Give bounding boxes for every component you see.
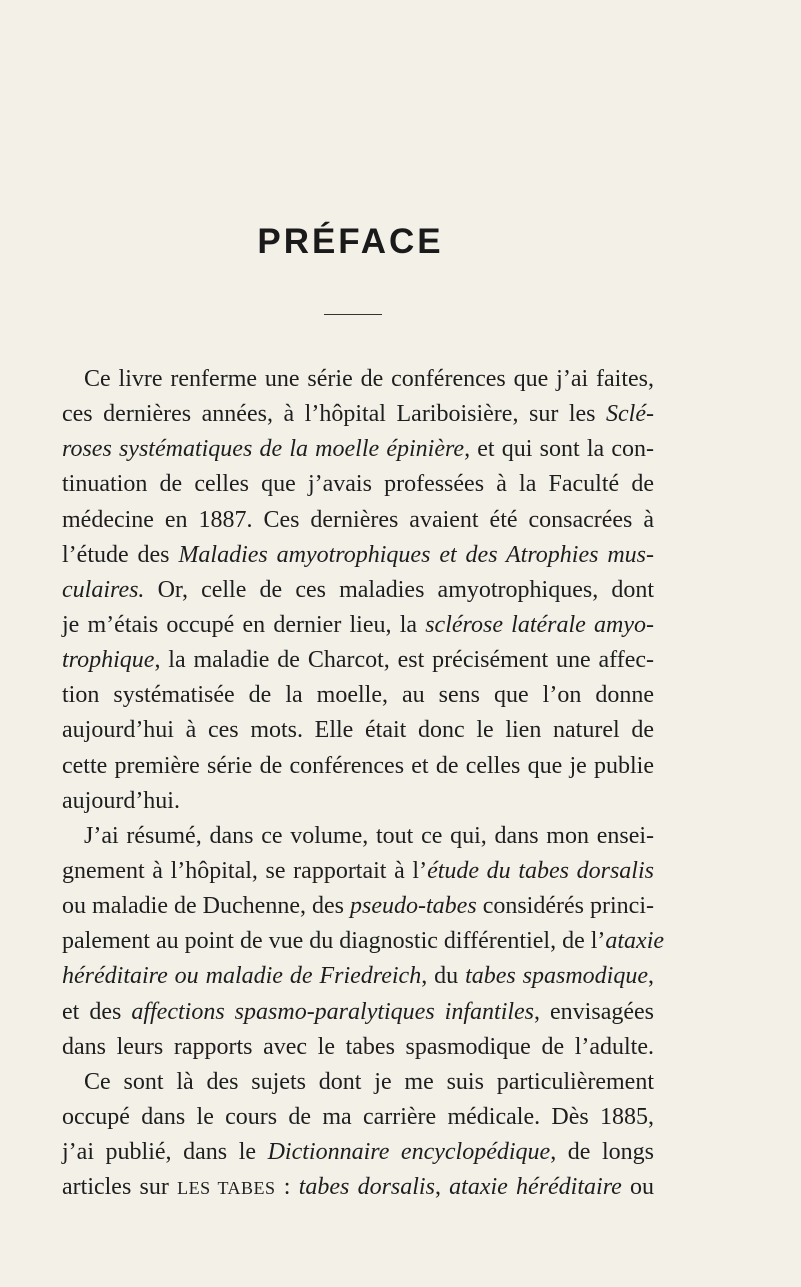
text-line <box>62 573 654 608</box>
text-segment: Or, celle de ces maladies amyotrophiques, dont <box>144 576 654 603</box>
text-line <box>62 1030 654 1065</box>
page-title: PRÉFACE <box>257 222 444 261</box>
text-segment: et des <box>62 998 132 1025</box>
text-segment: : <box>275 1174 299 1201</box>
text-segment: , de longs <box>550 1139 654 1166</box>
italic-text: ataxie héréditaire <box>449 1174 622 1201</box>
italic-text: trophique <box>62 647 155 674</box>
text-line <box>62 924 665 959</box>
italic-text: héréditaire ou maladie de Friedreich <box>62 963 422 990</box>
text-segment: , <box>648 963 655 990</box>
text-segment: aujourd’hui. <box>62 787 180 814</box>
text-line <box>62 397 654 432</box>
text-line <box>62 819 654 854</box>
text-segment: tion systématisée de la moelle, au sens que l’on donne <box>62 682 654 709</box>
title-rule <box>324 314 382 315</box>
text-line <box>62 959 654 994</box>
text-line <box>62 503 654 538</box>
italic-text: roses systématiques de la moelle épinière, <box>62 436 471 463</box>
text-line <box>62 678 654 713</box>
text-segment: j’ai publié, dans le <box>62 1139 268 1166</box>
text-segment: articles sur <box>62 1174 178 1201</box>
italic-text: Dictionnaire encyclopédique <box>267 1139 551 1166</box>
italic-text: étude du tabes dorsalis <box>427 857 654 884</box>
text-segment: l’étude des <box>62 541 179 568</box>
text-segment: , envisagées <box>534 998 654 1025</box>
text-segment: , la maladie de Charcot, est précisément une affec- <box>154 647 654 674</box>
text-segment: ou <box>621 1174 655 1201</box>
text-line <box>62 1065 654 1100</box>
text-line <box>62 538 654 573</box>
text-line <box>62 432 654 467</box>
italic-text: sclérose latérale amyo- <box>425 611 654 638</box>
small-caps-text: LES TABES <box>177 1178 276 1199</box>
text-line <box>62 889 654 924</box>
text-segment: médecine en 1887. Ces dernières avaient été consacrées à <box>62 506 654 533</box>
text-segment: ou maladie de Duchenne, des <box>62 893 351 920</box>
text-line <box>62 713 654 748</box>
text-segment: tinuation de celles que j’avais professées à la Faculté de <box>62 471 654 498</box>
text-segment: cette première série de conférences et de celles que je publie <box>62 752 654 779</box>
text-segment: Ce sont là des sujets dont je me suis particulièrement <box>84 1068 654 1095</box>
text-segment: J’ai résumé, dans ce volume, tout ce qui, dans mon ensei- <box>84 822 654 849</box>
italic-text: Maladies amyotrophiques et des Atrophies mus- <box>178 541 655 568</box>
text-segment: , du <box>421 963 466 990</box>
italic-text: Sclé- <box>606 401 654 428</box>
text-line <box>62 362 654 397</box>
text-segment: dans leurs rapports avec le tabes spasmodique de l’adulte. <box>62 1033 654 1060</box>
text-segment: et qui sont la con- <box>470 436 654 463</box>
italic-text: tabes spasmodique <box>465 963 649 990</box>
italic-text: culaires. <box>62 576 145 603</box>
text-line <box>62 608 654 643</box>
text-line <box>62 995 654 1030</box>
italic-text: affections spasmo-paralytiques infantiles <box>131 998 535 1025</box>
text-line <box>62 1170 654 1205</box>
text-line <box>62 749 654 784</box>
italic-text: tabes dorsalis <box>298 1174 435 1201</box>
text-segment: considérés princi- <box>476 893 654 920</box>
preface-text <box>62 362 665 1205</box>
text-segment: aujourd’hui à ces mots. Elle était donc le lien naturel de <box>62 717 654 744</box>
text-line <box>62 854 654 889</box>
text-segment: ces dernières années, à l’hôpital Lariboisière, sur les <box>62 401 607 428</box>
italic-text: ataxie <box>605 928 665 955</box>
text-segment: gnement à l’hôpital, se rapportait à l’ <box>62 857 428 884</box>
text-segment: occupé dans le cours de ma carrière médicale. Dès 1885, <box>62 1103 654 1130</box>
text-line <box>62 467 654 502</box>
text-line <box>62 1100 654 1135</box>
text-segment: , <box>434 1174 450 1201</box>
text-segment: palement au point de vue du diagnostic différentiel, de l’ <box>62 928 606 955</box>
text-segment: Ce livre renferme une série de conférences que j’ai faites, <box>84 366 654 392</box>
text-line <box>62 1135 654 1170</box>
italic-text: pseudo-tabes <box>350 893 477 920</box>
text-segment: je m’étais occupé en dernier lieu, la <box>62 611 426 638</box>
text-line <box>62 784 654 819</box>
text-line <box>62 643 654 678</box>
